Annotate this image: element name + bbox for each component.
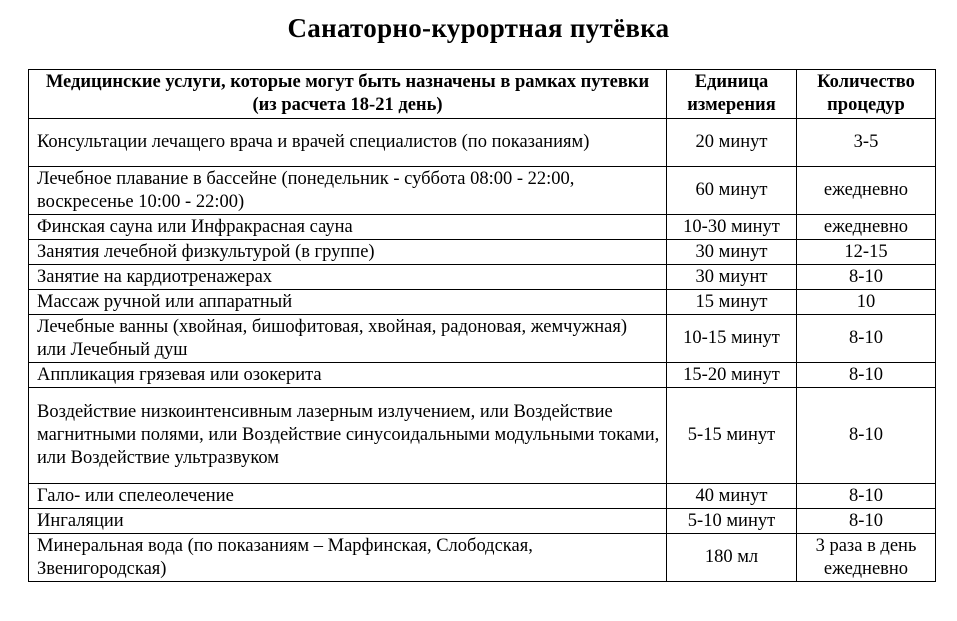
table-row xyxy=(29,265,936,290)
quantity-cell: 8-10 xyxy=(797,315,936,363)
quantity-cell: 8-10 xyxy=(797,484,936,509)
table-row xyxy=(29,388,936,484)
service-cell: Занятие на кардиотренажерах xyxy=(29,265,667,290)
page-title: Санаторно-курортная путёвка xyxy=(287,13,670,43)
service-cell: Лечебное плавание в бассейне (понедельник - суббота 08:00 - 22:00, воскресенье 10:00 - 22:00) xyxy=(29,167,667,215)
header-quantity: Количество процедур xyxy=(797,70,936,119)
unit-cell: 5-10 минут xyxy=(667,509,797,534)
table-row xyxy=(29,240,936,265)
service-cell: Лечебные ванны (хвойная, бишофитовая, хвойная, радоновая, жемчужная) или Лечебный душ xyxy=(29,315,667,363)
service-cell: Воздействие низкоинтенсивным лазерным излучением, или Воздействие магнитными полями, или Воздействие синусоидальными модульными токами, или Воздействие ультразвуком xyxy=(29,388,667,484)
service-cell: Консультации лечащего врача и врачей специалистов (по показаниям) xyxy=(29,119,667,167)
table-row xyxy=(29,167,936,215)
header-services: Медицинские услуги, которые могут быть назначены в рамках путевки (из расчета 18-21 день) xyxy=(29,70,667,119)
service-cell: Ингаляции xyxy=(29,509,667,534)
table-row xyxy=(29,315,936,363)
unit-cell: 20 минут xyxy=(667,119,797,167)
table-row xyxy=(29,363,936,388)
table-row xyxy=(29,119,936,167)
table-row xyxy=(29,534,936,582)
header-unit: Единица измерения xyxy=(667,70,797,119)
table-row xyxy=(29,290,936,315)
unit-cell: 180 мл xyxy=(667,534,797,582)
quantity-cell: 3 раза в день ежедневно xyxy=(797,534,936,582)
quantity-cell: 8-10 xyxy=(797,363,936,388)
service-cell: Финская сауна или Инфракрасная сауна xyxy=(29,215,667,240)
unit-cell: 30 миунт xyxy=(667,265,797,290)
table-row xyxy=(29,215,936,240)
table-row xyxy=(29,484,936,509)
table-header-row xyxy=(29,70,936,119)
quantity-cell: 8-10 xyxy=(797,265,936,290)
unit-cell: 60 минут xyxy=(667,167,797,215)
unit-cell: 5-15 минут xyxy=(667,388,797,484)
unit-cell: 15 минут xyxy=(667,290,797,315)
quantity-cell: ежедневно xyxy=(797,215,936,240)
quantity-cell: 12-15 xyxy=(797,240,936,265)
service-cell: Гало- или спелеолечение xyxy=(29,484,667,509)
unit-cell: 15-20 минут xyxy=(667,363,797,388)
service-cell: Занятия лечебной физкультурой (в группе) xyxy=(29,240,667,265)
quantity-cell: 10 xyxy=(797,290,936,315)
quantity-cell: 3-5 xyxy=(797,119,936,167)
services-table xyxy=(28,69,936,582)
quantity-cell: ежедневно xyxy=(797,167,936,215)
unit-cell: 30 минут xyxy=(667,240,797,265)
service-cell: Массаж ручной или аппаратный xyxy=(29,290,667,315)
table-row xyxy=(29,509,936,534)
unit-cell: 40 минут xyxy=(667,484,797,509)
service-cell: Минеральная вода (по показаниям – Марфинская, Слободская, Звенигородская) xyxy=(29,534,667,582)
service-cell: Аппликация грязевая или озокерита xyxy=(29,363,667,388)
quantity-cell: 8-10 xyxy=(797,388,936,484)
unit-cell: 10-15 минут xyxy=(667,315,797,363)
unit-cell: 10-30 минут xyxy=(667,215,797,240)
quantity-cell: 8-10 xyxy=(797,509,936,534)
